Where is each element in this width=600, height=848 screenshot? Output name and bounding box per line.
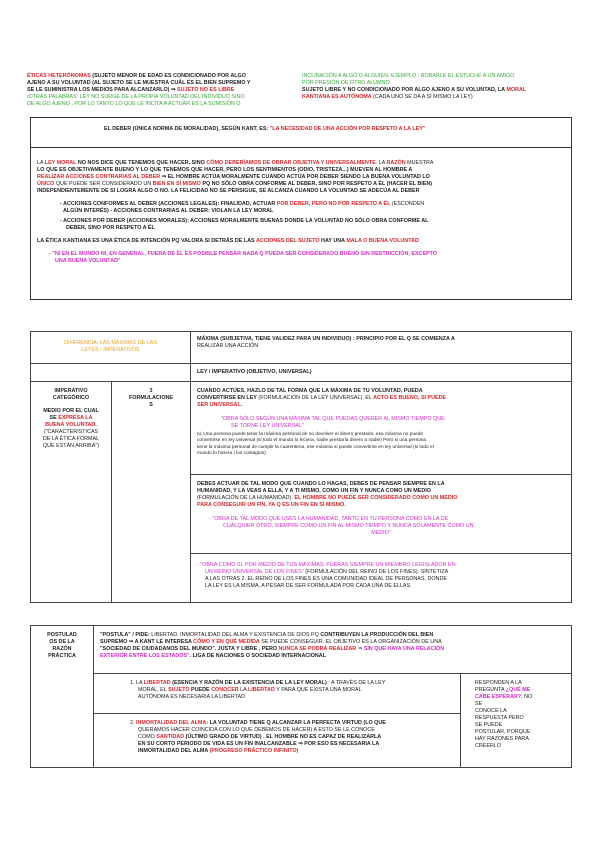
question-highlight: CABE ESPERAR? bbox=[475, 694, 522, 700]
maxim-text: MÁXIMA (SUBJETIVA, TIENE VALIDEZ PARA UN INDIVIDUO) : PRINCIPIO POR EL Q SE COMIENZA A bbox=[197, 336, 455, 342]
formulation-quote: - "OBRA DE TAL MODO QUE USES LA HUMANIDAD, TANTO EN TU PERSONA COMO EN LA DE bbox=[209, 516, 449, 522]
body-highlight: ACCIONES DEL SUJETO bbox=[255, 238, 320, 244]
imperative-text: QUE ESTÁN ARRIBA") bbox=[42, 443, 100, 449]
freedom-text: PUEDE bbox=[189, 687, 212, 693]
imperative-text: ("CARACTERÍSTICAS bbox=[43, 429, 99, 435]
postulates-text: SE PUEDE CONSEGUIR. EL OBJETIVO ES LA ORGANIZACIÓN DE UNA bbox=[259, 639, 442, 645]
postulates-header bbox=[94, 626, 572, 674]
intro-text: POR PRESIÓN DE OTRO ALUMNO bbox=[302, 80, 390, 86]
body-highlight: ÚNICO bbox=[37, 181, 55, 187]
imperative-text: SE bbox=[49, 415, 59, 421]
formulations-text: S bbox=[149, 402, 153, 408]
body-highlight: REALIZAR ACCIONES CONTRARIAS AL DEBER bbox=[37, 174, 161, 180]
formulation-2 bbox=[191, 475, 572, 554]
freedom-text: MORAL, EL bbox=[138, 687, 169, 693]
postulates-text: SUPREMO ⇒ A KANT LE INTERESA bbox=[100, 639, 194, 645]
intro-left bbox=[27, 73, 302, 108]
formulation-quote: - "OBRA COMO SI, POR MEDIO DE TUS MÁXIMAS, FUERAS SIEMPRE UN MIEMBRO LEGISLADOR EN bbox=[197, 562, 456, 568]
intro-text: SUJETO LIBRE Y NO CONDICIONADO POR ALGO AJENO A SU VOLUNTAD, LA bbox=[302, 87, 507, 93]
intro-text: (SUJETO MENOR DE EDAD ES CONDICIONADO POR ALGO bbox=[90, 73, 246, 79]
question-text: PREGUNTA bbox=[475, 687, 506, 693]
question-text: RESPUESTA PERO bbox=[475, 715, 524, 721]
formulation-1 bbox=[191, 382, 572, 475]
postulates-title: RAZÓN bbox=[52, 646, 72, 652]
formulation-text: (FORMULACIÓN DEL REINO DE LOS FINES). SINTETIZA bbox=[303, 569, 449, 575]
example-text: mundo lo hiciera | los contagios) bbox=[197, 451, 266, 457]
formulation-highlight: SER UNIVERSAL. bbox=[197, 402, 243, 408]
example-text: ej: Una persona puede tener la máxima personal de no devolver el dinero prestado, esa máxima no puede bbox=[197, 432, 424, 437]
list-item: - ACCIONES CONFORMES AL DEBER (ACCIONES LEGALES): FINALIDAD, ACTUAR bbox=[60, 201, 277, 207]
freedom-text: Y PARA QUE EXISTA UNA MORAL bbox=[274, 687, 362, 693]
formulation-text: (FORMULACIÓN DE LA LEY UNIVERSAL). EL bbox=[256, 395, 374, 401]
autonomous-term: KANTIANA ES AUTÓNOMA bbox=[302, 94, 372, 100]
formulation-text: A LAS OTRAS 2. EL REINO DE LOS FINES ES UNA COMUNIDAD IDEAL DE PERSONAS, DONDE bbox=[205, 576, 447, 582]
formulation-quote: SE TORNE LEY UNIVERSAL" bbox=[231, 423, 304, 429]
postulates-quote: SIN QUE HAYA UNA RELACIÓN bbox=[363, 646, 445, 652]
immortality-highlight: (PROGRESO PRÁCTICO INFINITO) bbox=[209, 748, 299, 754]
formulation-text: HUMANIDAD, Y LA VEAS A ELLA, Y A TI MISMO, COMO UN FIN Y NUNCA COMO UN MEDIO bbox=[197, 488, 431, 494]
immortality-highlight: INMORTALIDAD DEL ALMA bbox=[136, 720, 207, 726]
kant-quote: - "NI EN EL MUNDO NI, EN GENERAL, FUERA DE ÉL ES POSIBLE PENSAR NADA Q PUEDA SER CONSIDERADO BUENO SIN RESTRICCIÓN, EXCEPTO bbox=[49, 251, 438, 257]
freedom-highlight: LIBERTAD bbox=[143, 680, 171, 686]
list-item: (ESCONDEN bbox=[390, 201, 425, 207]
immortality-text: (ÚLTIMO GRADO DE VIRTUD) . EL HOMBRE NO ES CAPAZ DE REALIZARLA bbox=[184, 734, 382, 740]
postulates-table bbox=[30, 625, 572, 768]
immortality-text: INMORTALIDAD DEL ALMA bbox=[138, 748, 210, 754]
body-text: QUE PUEDE SER CONSIDERADO UN bbox=[54, 181, 153, 187]
example-text: convertirse en ley universal (si todo el mundo lo hiciera, nadie prestaría dinero a nadie) Pero si una persona bbox=[197, 438, 427, 444]
imperative-text: CATEGÓRICO bbox=[52, 395, 90, 401]
formulation-quote: CUALQUIER OTRO, SIEMPRE COMO UN FIN AL MISMO TIEMPO Y NUNCA SOLAMENTE COMO UN bbox=[223, 523, 474, 529]
moral-term: MORAL bbox=[506, 87, 527, 93]
postulates-cell bbox=[31, 626, 94, 768]
question-text: RESPONDEN A LA bbox=[475, 680, 522, 686]
postulates-quote: EXTERIOR ENTRE LOS ESTADOS" bbox=[100, 653, 190, 659]
postulates-text: . LIGA DE NACIONES O SOCIEDAD INTERNACIONAL bbox=[189, 653, 326, 659]
body-text: . LA bbox=[375, 160, 387, 166]
question-text: , NO bbox=[521, 694, 533, 700]
question-text: HAY RAZONES PARA bbox=[475, 736, 529, 742]
moral-law-term: LEY MORAL bbox=[44, 160, 77, 166]
question-cell bbox=[461, 674, 572, 768]
formulation-text: CONVERTIRSE EN LEY bbox=[197, 395, 257, 401]
duty-quote: "LA NECESIDAD DE UNA ACCIÓN POR RESPETO A LA LEY" bbox=[269, 126, 426, 132]
immortality-text: 2. bbox=[130, 720, 136, 726]
postulates-title: POSTULAD bbox=[47, 632, 77, 638]
formulation-text: CUANDO ACTÚES, HAZLO DE TAL FORMA QUE LA MÁXIMA DE TU VOLUNTAD, PUEDA bbox=[197, 388, 423, 394]
question-text: CREERLO bbox=[475, 743, 502, 749]
example-text: tiene la máxima personal de cumplir la cuarentena, ese máxima si puede convertirse en ley universal (si todo el bbox=[197, 444, 434, 450]
difference-cell bbox=[31, 332, 191, 364]
freedom-text: AUTÓNOMA ES NECESARIA LA LIBERTAD bbox=[138, 694, 246, 700]
kant-quote: UNA BUENA VOLUNTAD" bbox=[55, 258, 121, 264]
freedom-cell bbox=[94, 674, 461, 714]
formulation-text: (FORMULACIÓN DE LA HUMANIDAD). bbox=[197, 495, 295, 501]
intro-text: DE ALGO AJENO , POR LO TANTO LO QUE LE INCITA A ACTUAR ES LA SUMISIÓN O bbox=[27, 101, 241, 107]
freedom-highlight: SUJETO bbox=[168, 687, 190, 693]
formulation-quote: "OBRA SÓLO SEGÚN UNA MÁXIMA TAL QUE PUEDAS QUERER AL MISMO TIEMPO QUE bbox=[221, 416, 445, 422]
postulates-highlight: NUNCA SE PODRÁ REALIZAR bbox=[278, 646, 357, 652]
list-item: ALGÚN INTERÉS) - ACCIONES CONTRARIAS AL DEBER: VIOLAN LA LEY MORAL bbox=[63, 208, 274, 214]
formulations-text: 3 bbox=[149, 388, 153, 394]
not-free-label: SUJETO NO ES LIBRE bbox=[176, 87, 235, 93]
body-text: MUESTRA bbox=[405, 160, 434, 166]
formulation-3 bbox=[191, 554, 572, 603]
list-item: DEBER, SINO POR RESPETO A ÉL bbox=[66, 225, 155, 231]
imperative-text: IMPERATIVO bbox=[54, 388, 88, 394]
empty-cell bbox=[31, 364, 191, 382]
postulates-text: "POSTULA" / PIDE: bbox=[100, 632, 152, 638]
postulates-highlight: CÓMO Y EN QUÉ MEDIDA bbox=[193, 639, 260, 645]
freedom-text: LA bbox=[238, 687, 248, 693]
intro-text: AJENO A SU VOLUNTAD (AL SUJETO SE LE MUESTRA CUÁL ES EL BIEN SUPREMO Y bbox=[27, 80, 251, 86]
formulations-cell bbox=[112, 382, 191, 603]
duty-box-body bbox=[31, 148, 571, 265]
question-highlight: ¿QUÉ ME bbox=[505, 687, 531, 693]
formulation-quote: UN REINO UNIVERSAL DE LOS FINES" bbox=[205, 569, 304, 575]
question-text: SE bbox=[475, 701, 483, 707]
imperative-cell bbox=[31, 382, 112, 603]
duty-box bbox=[30, 117, 572, 300]
imperatives-table bbox=[30, 331, 572, 603]
body-text: LA bbox=[37, 160, 45, 166]
immortality-text: : LA VOLUNTAD TIENE Q ALCANZAR LA PERFECTA VIRTUD (LO QUE bbox=[206, 720, 386, 726]
immortality-text: COMO bbox=[138, 734, 157, 740]
imperative-text: DE LA ÉTICA FORMAL bbox=[42, 436, 100, 442]
formulation-text: DEBES ACTUAR DE TAL MODO QUE CUANDO LO HAGAS, DEBES DE PENSAR SIEMPRE EN LA bbox=[197, 481, 445, 487]
intro-text: SE LE SUMINISTRA LOS MEDIOS PARA ALCANZARLO) ⇒ bbox=[27, 87, 177, 93]
formulation-highlight: EL HOMBRE NO PUEDE SER CONSIDERADO COMO UN MEDIO bbox=[294, 495, 458, 501]
heteronomous-term: ÉTICAS HETERÓNOMAS bbox=[27, 73, 91, 79]
body-text: INDEPENDIENTEMENTE DE SI LOGRA ALGO O NO. LA FELICIDAD NO SE PERSIGUE, SE ALCANZA CUANDO LA VOLUNTAD SE ADECÚA AL DEBER bbox=[37, 188, 420, 194]
difference-title: DIFERENCIA: LAS MÁXIMAS DE LAS bbox=[64, 340, 157, 346]
intro-text: INCLINACIÓN A ALGO O ALGUIEN. EJEMPLO : ROBARLE EL ESTUCHE A UN AMIGO bbox=[302, 73, 515, 79]
postulates-title: PRÁCTICA bbox=[48, 653, 76, 659]
body-text: ⇒ EL HOMBRE ACTÚA MORALMENTE CUANDO ACTÚA POR DEBER SIENDO LA BUENA VOLUNTAD LO bbox=[160, 174, 430, 180]
question-text: CONOCE LA bbox=[475, 708, 507, 714]
duty-definition: EL DEBER (ÚNICA NORMA DE MORALIDAD), SEGÚN KANT, ES: bbox=[104, 126, 270, 132]
formulation-text: LA LEY ES LA MISMA, A PESAR DE SER FORMULADA POR CADA UNA DE ELLAS. bbox=[205, 583, 412, 589]
formulations-text: FORMULACIONE bbox=[128, 395, 174, 401]
body-highlight: CÓMO DEBERÍAMOS DE OBRAR OBJETIVA Y UNIVERSALMENTE bbox=[206, 160, 376, 166]
question-text: POSTULAR, PORQUE bbox=[475, 729, 531, 735]
body-text: NO NOS DICE QUE TENEMOS QUE HACER, SINO bbox=[76, 160, 207, 166]
intro-text: (CADA UNO SE DA A SÍ MISMO LA LEY) bbox=[371, 94, 473, 100]
body-text: LO QUE ES OBJETIVAMENTE BUENO Y LO QUE TENEMOS QUE HACER, PERO LOS SENTIMIENTOS (ODIO, TRISTEZA...) MUEVEN AL HOMBRE A bbox=[37, 167, 413, 173]
freedom-text: 1. LA bbox=[130, 680, 144, 686]
postulates-title: OS DE LA bbox=[49, 639, 75, 645]
freedom-text: (ESENCIA Y RAZÓN DE LA EXISTENCIA DE LA LEY MORAL) bbox=[170, 680, 327, 686]
immortality-highlight: SANTIDAD bbox=[156, 734, 185, 740]
body-text: HAY UNA bbox=[319, 238, 347, 244]
imperative-highlight: EXPRESA LA bbox=[58, 415, 93, 421]
postulates-text: ⇒ bbox=[356, 646, 364, 652]
postulates-text: LIBERTAD, INMORTALIDAD DEL ALMA Y EXISTENCIA DE DIOS PQ bbox=[151, 632, 321, 638]
formulation-highlight: ACTO ES BUENO, SI PUEDE bbox=[373, 395, 447, 401]
freedom-highlight: LIBERTAD bbox=[247, 687, 275, 693]
law-label: LEY / IMPERATIVO (OBJETIVO, UNIVERSAL) bbox=[191, 364, 572, 382]
formulation-quote: MEDIO" bbox=[371, 530, 391, 536]
question-text: SE PUEDE bbox=[475, 722, 503, 728]
formulation-highlight: PARA CONSEGUIR UN FIN, YA Q ES UN FIN EN SÍ MISMO. bbox=[197, 502, 346, 508]
freedom-text: : A TRAVÉS DE LA LEY bbox=[326, 680, 386, 686]
list-item: - ACCIONES POR DEBER (ACCIONES MORALES): ACCIONES MORALMENTE BUENAS DONDE LA VOLUNTAD NO SÓLO OBRA CONFORME AL bbox=[60, 218, 429, 224]
maxim-text: REALIZAR UNA ACCIÓN bbox=[197, 343, 259, 349]
imperative-highlight: BUENA VOLUNTAD. bbox=[45, 422, 97, 428]
body-highlight: BIEN EN SÍ MISMO bbox=[152, 181, 201, 187]
body-highlight: POR DEBER, PERO NO POR RESPETO A ÉL bbox=[276, 201, 391, 207]
intro-right bbox=[302, 73, 592, 101]
intro-text: /OTRAS PALABRAS: LEY NO SURGE DE LA PROPIA VOLUNTAD DEL INDIVIDUO SINO bbox=[27, 94, 245, 100]
postulates-text: CONTRIBUYEN LA PRODUCCIÓN DEL BIEN bbox=[320, 632, 434, 638]
immortality-text: QUERAMOS HACER COINCIDA CON LO QUE DEBEMOS DE HACER) A ESTO SE LE CONOCE bbox=[138, 727, 375, 733]
body-highlight: MALA O BUENA VOLUNTAD bbox=[346, 238, 419, 244]
immortality-text: EN SU CORTO PERIODO DE VIDA ES UN FIN INALCANZABLE ⇒ POR ESO ES NECESARIA LA bbox=[138, 741, 380, 747]
difference-title: LEYES / IMPERATIVOS bbox=[81, 347, 140, 353]
body-text: LA ÉTICA KANTIANA ES UNA ÉTICA DE INTENCIÓN PQ VALORA SI DETRÁS DE LAS bbox=[37, 238, 256, 244]
duty-box-header bbox=[31, 118, 571, 148]
freedom-highlight: CONOCER bbox=[211, 687, 239, 693]
postulates-text: "SOCIEDAD DE CIUDADANOS DEL MUNDO". JUSTA Y LIBRE , PERO bbox=[100, 646, 279, 652]
reason-term: RAZÓN bbox=[386, 160, 406, 166]
body-text: PQ NO SÓLO OBRA CONFORME AL DEBER, SINO POR RESPETO A ÉL (HACER EL BIEN) bbox=[200, 181, 433, 187]
maxim-cell bbox=[191, 332, 572, 364]
immortality-cell bbox=[94, 714, 461, 768]
imperative-text: MEDIO POR EL CUAL bbox=[43, 408, 99, 414]
